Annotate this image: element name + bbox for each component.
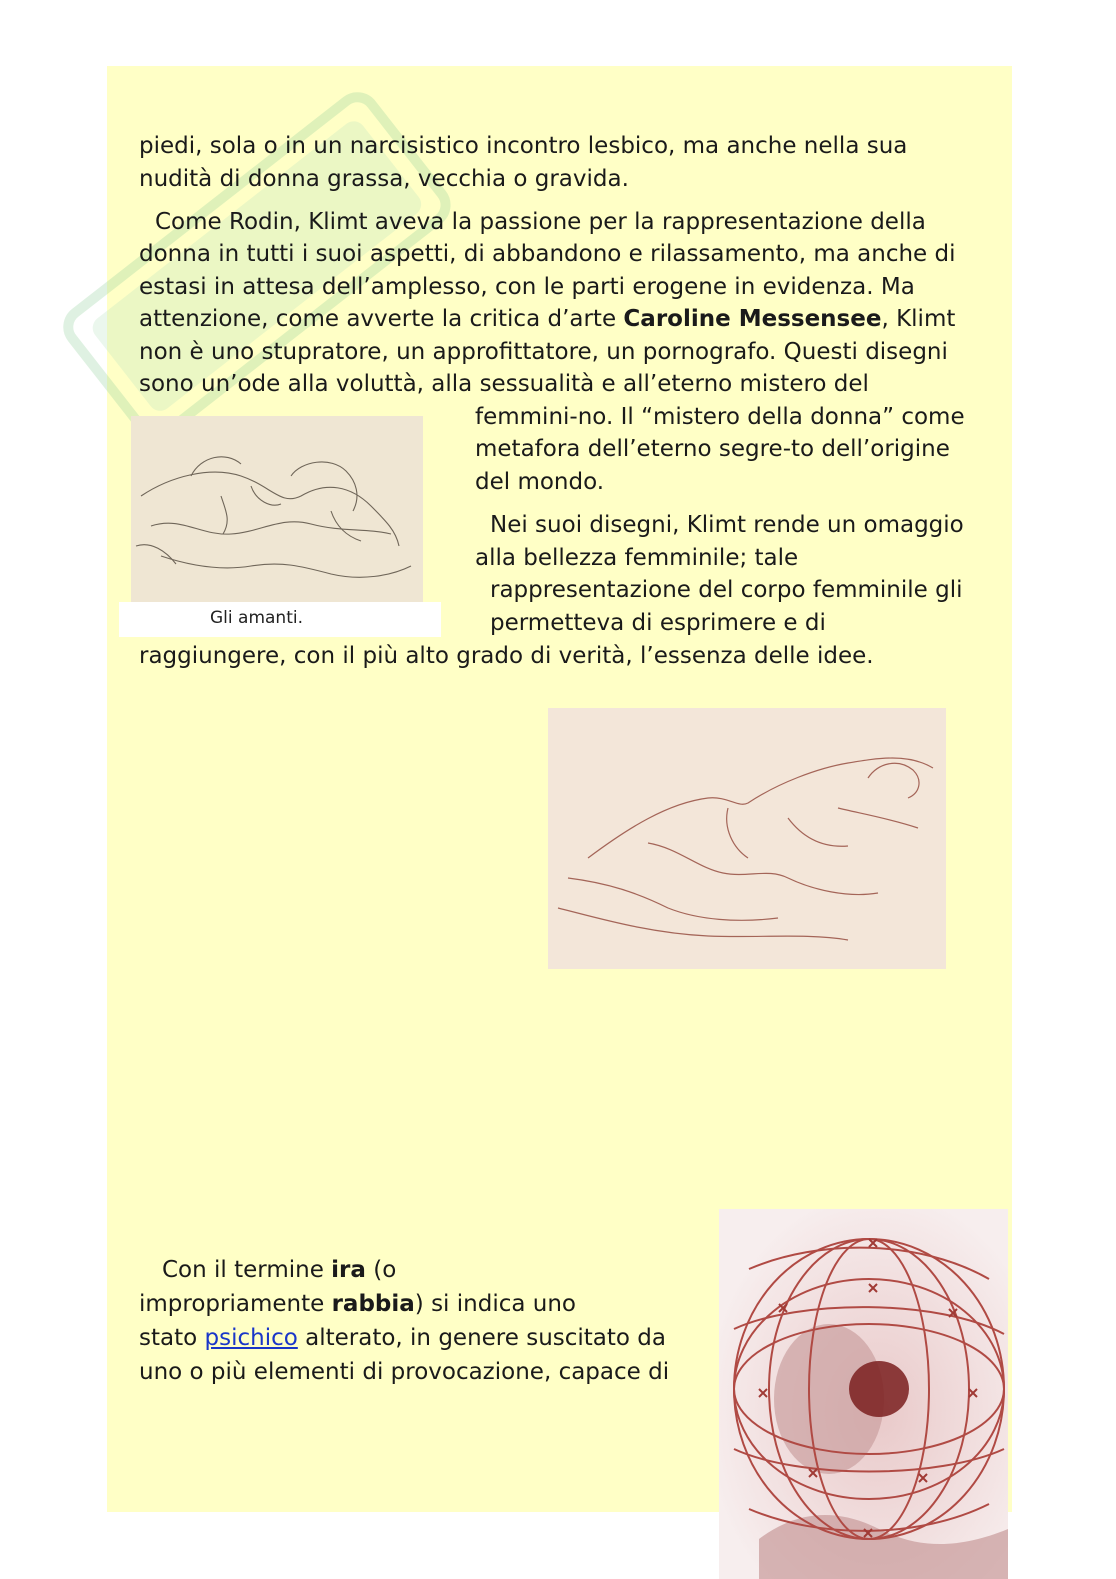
paragraph-line: non è uno stupratore, un approfittatore, un pornografo. Questi disegni: [139, 339, 948, 365]
paragraph-line: piedi, sola o in un narcisistico incontro lesbico, ma anche nella sua: [139, 133, 908, 159]
drawing-reclining-figure: [548, 708, 946, 969]
barbed-wire-image: [719, 1209, 1008, 1579]
text-run: stato: [139, 1325, 205, 1351]
text-run: impropriamente: [139, 1291, 332, 1317]
figure-caption: Gli amanti.: [210, 608, 303, 628]
paragraph-line: Come Rodin, Klimt aveva la passione per la rappresentazione della: [155, 209, 926, 235]
author-name: Caroline Messensee: [623, 306, 882, 332]
figure-caption-box: [119, 602, 441, 637]
term-rabbia: rabbia: [331, 1291, 415, 1317]
paragraph-line: alla bellezza femminile; tale: [475, 545, 799, 571]
paragraph-line: rappresentazione del corpo femminile gli: [490, 577, 963, 603]
sketch-lines: [131, 416, 423, 607]
paragraph-line: [139, 303, 955, 336]
text-run: Con il termine: [162, 1257, 332, 1283]
text-run: alterato, in genere suscitato da: [297, 1325, 666, 1351]
text-run: attenzione, come avverte la critica d’arte: [139, 306, 624, 332]
paragraph-line: uno o più elementi di provocazione, capace di: [139, 1359, 670, 1385]
paragraph-line: sono un’ode alla voluttà, alla sessualità e all’eterno mistero del: [139, 371, 869, 397]
paragraph-line: [162, 1254, 396, 1287]
paragraph-line: [139, 1322, 666, 1355]
term-ira: ira: [331, 1257, 366, 1283]
sketch-lines: [548, 708, 946, 969]
paragraph-line: donna in tutti i suoi aspetti, di abbandono e rilassamento, ma anche di: [139, 241, 956, 267]
paragraph-line: metafora dell’eterno segre-to dell’origine: [475, 436, 950, 462]
drawing-gli-amanti: [131, 416, 423, 607]
barbed-wire-artwork: [719, 1209, 1008, 1579]
text-run: ) si indica uno: [414, 1291, 576, 1317]
paragraph-line: nudità di donna grassa, vecchia o gravida.: [139, 166, 629, 192]
paragraph-line: [139, 1288, 576, 1321]
paragraph-line: permetteva di esprimere e di: [490, 610, 826, 636]
text-run: , Klimt: [881, 306, 956, 332]
paragraph-line: raggiungere, con il più alto grado di verità, l’essenza delle idee.: [139, 643, 874, 669]
text-run: (o: [365, 1257, 397, 1283]
paragraph-line: estasi in attesa dell’amplesso, con le parti erogene in evidenza. Ma: [139, 274, 915, 300]
psichico-link[interactable]: psichico: [204, 1325, 298, 1351]
paragraph-line: del mondo.: [475, 469, 605, 495]
paragraph-line: femmini-no. Il “mistero della donna” come: [475, 404, 965, 430]
paragraph-line: Nei suoi disegni, Klimt rende un omaggio: [490, 512, 964, 538]
